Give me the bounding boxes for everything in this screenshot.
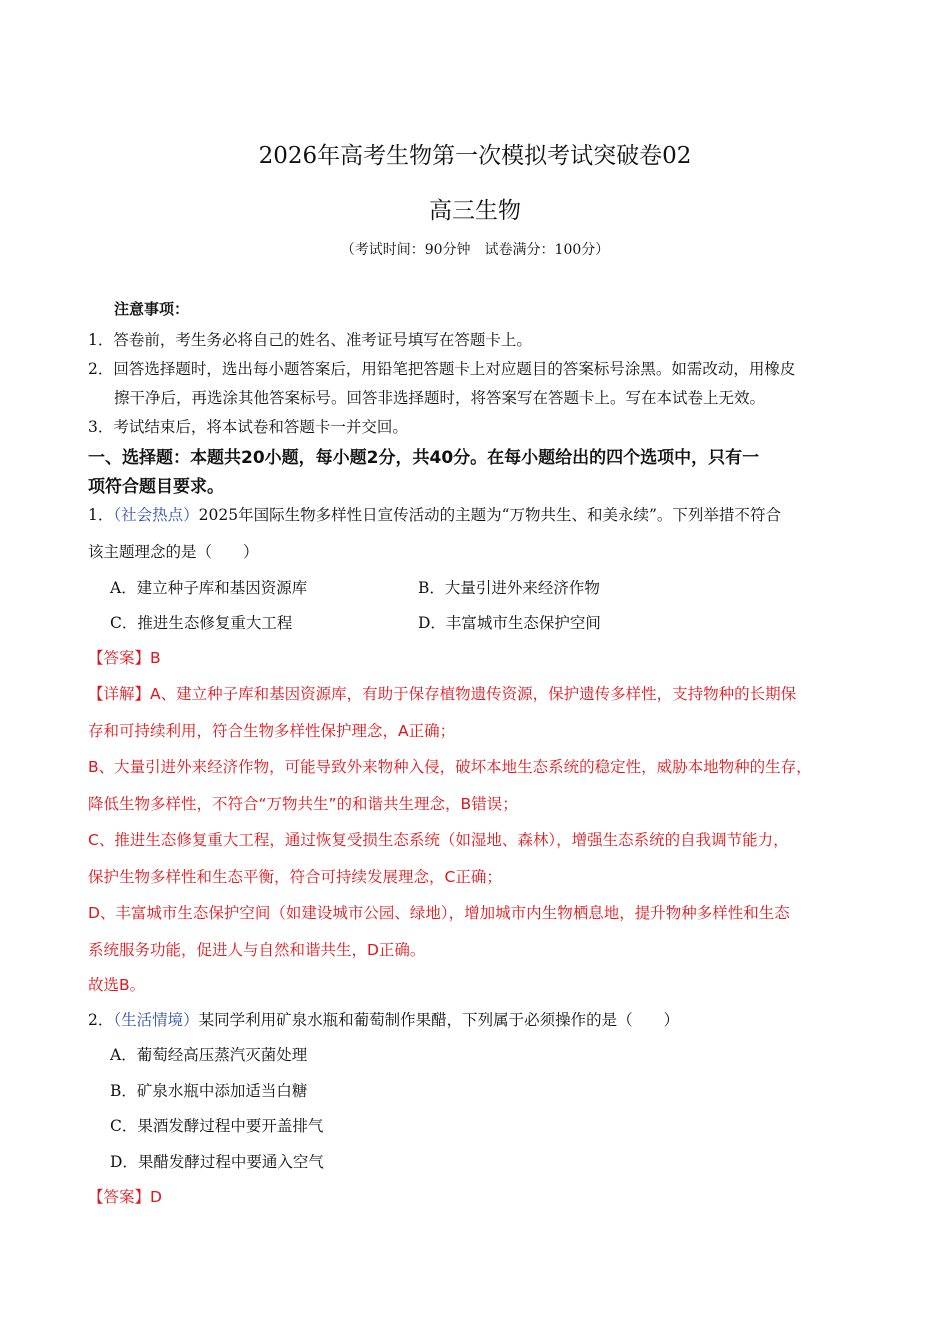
question-1-stem xyxy=(88,503,781,525)
conclusion: 故选B。 xyxy=(88,976,146,994)
option-d: D．丰富城市生态保护空间 xyxy=(418,614,601,632)
detail-line: 保护生物多样性和生态平衡，符合可持续发展理念，C正确； xyxy=(88,868,502,886)
option-a: A．葡萄经高压蒸汽灭菌处理 xyxy=(110,1046,308,1064)
option-b: B．大量引进外来经济作物 xyxy=(418,579,600,597)
question-number: 2． xyxy=(88,1011,114,1029)
notice-item: 2．回答选择题时，选出每小题答案后，用铅笔把答题卡上对应题目的答案标号涂黑。如需改动，用橡皮 xyxy=(88,360,796,378)
section-heading: 一、选择题：本题共20小题，每小题2分，共40分。在每小题给出的四个选项中，只有一 xyxy=(88,448,760,468)
question-text: 某同学利用矿泉水瓶和葡萄制作果醋，下列属于必须操作的是（ ） xyxy=(198,1011,680,1029)
notice-heading: 注意事项： xyxy=(114,300,190,318)
exam-info: （考试时间：90分钟 试卷满分：100分） xyxy=(340,242,610,258)
question-number: 1． xyxy=(88,506,114,524)
detail-line: D、丰富城市生态保护空间（如建设城市公园、绿地），增加城市内生物栖息地，提升物种多样性和生态 xyxy=(88,904,790,922)
detail-line: 系统服务功能，促进人与自然和谐共生，D正确。 xyxy=(88,941,426,959)
option-b: B．矿泉水瓶中添加适当白糖 xyxy=(110,1082,308,1100)
option-a: A．建立种子库和基因资源库 xyxy=(110,579,308,597)
subject-title: 高三生物 xyxy=(429,198,521,224)
exam-title: 2026年高考生物第一次模拟考试突破卷02 xyxy=(258,143,692,169)
question-2-stem xyxy=(88,1008,679,1030)
notice-item: 1．答卷前，考生务必将自己的姓名、准考证号填写在答题卡上。 xyxy=(88,331,532,349)
question-text: 2025年国际生物多样性日宣传活动的主题为“万物共生、和美永续”。下列举措不符合 xyxy=(198,506,781,524)
option-c: C．推进生态修复重大工程 xyxy=(110,614,293,632)
notice-item: 擦干净后，再选涂其他答案标号。回答非选择题时，将答案写在答题卡上。写在本试卷上无效。 xyxy=(114,389,766,407)
detail-line: 降低生物多样性，不符合“万物共生”的和谐共生理念，B错误； xyxy=(88,795,518,813)
option-c: C．果酒发酵过程中要开盖排气 xyxy=(110,1117,324,1135)
option-d: D．果醋发酵过程中要通入空气 xyxy=(110,1153,324,1171)
detail-line: 存和可持续利用，符合生物多样性保护理念，A正确； xyxy=(88,722,456,740)
question-tag: （生活情境） xyxy=(113,1011,199,1029)
detail-line: B、大量引进外来经济作物，可能导致外来物种入侵，破坏本地生态系统的稳定性，威胁本地物种的生存， xyxy=(88,758,812,776)
section-heading-cont: 项符合题目要求。 xyxy=(88,477,224,497)
question-1-stem-cont: 该主题理念的是（ ） xyxy=(88,543,259,561)
detail-line: C、推进生态修复重大工程，通过恢复受损生态系统（如湿地、森林），增强生态系统的自我调节能力， xyxy=(88,831,789,849)
question-tag: （社会热点） xyxy=(113,506,199,524)
detail-line: 【详解】A、建立种子库和基因资源库，有助于保存植物遗传资源，保护遗传多样性，支持物种的长期保 xyxy=(88,685,797,703)
notice-item: 3．考试结束后，将本试卷和答题卡一并交回。 xyxy=(88,418,408,436)
answer-2: 【答案】D xyxy=(88,1188,162,1206)
answer-1: 【答案】B xyxy=(88,649,161,667)
